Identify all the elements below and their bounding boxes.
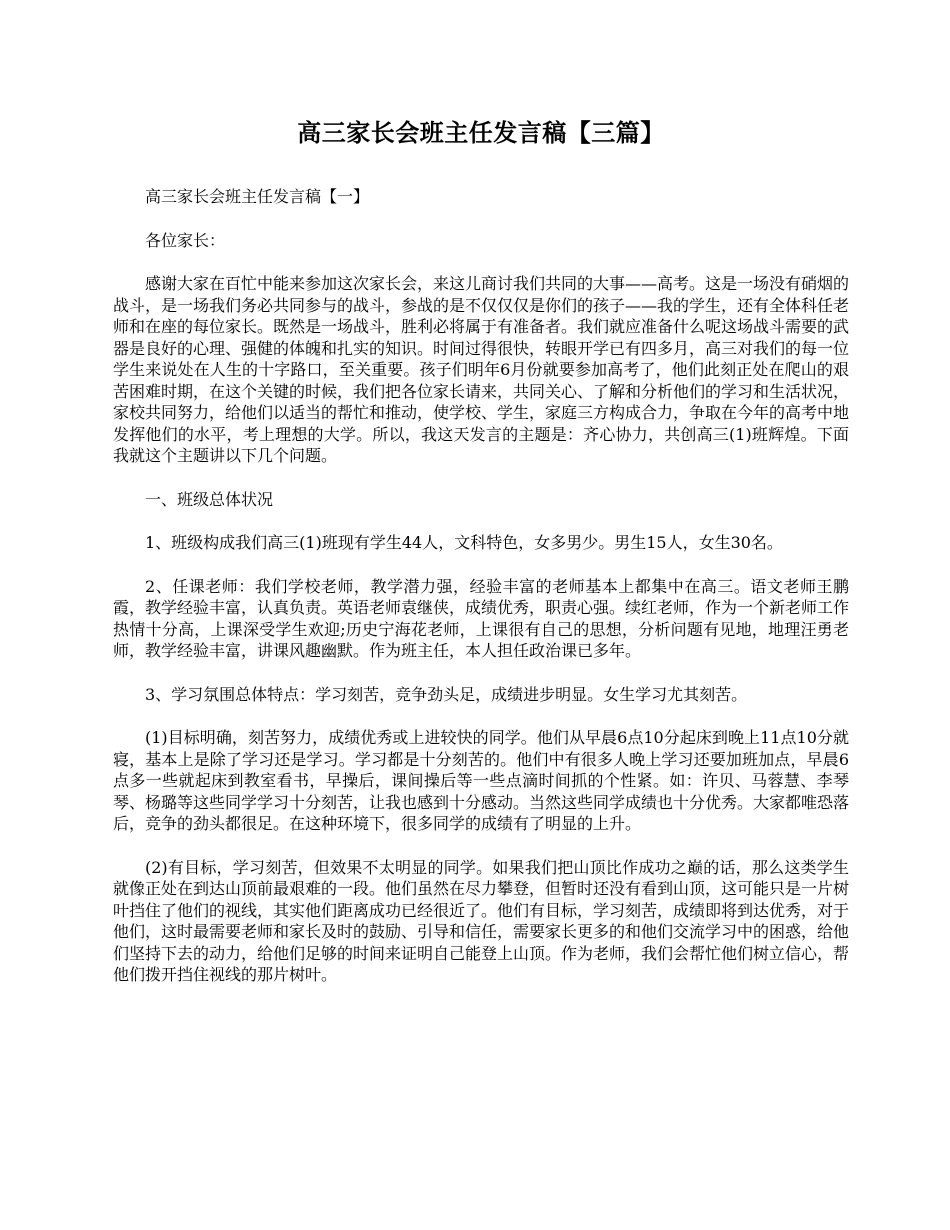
paragraph-group-one: (1)目标明确，刻苦努力，成绩优秀或上进较快的同学。他们从早晨6点10分起床到晚上11点10分就寝，基本上是除了学习还是学习。学习都是十分刻苦的。他们中有很多人晚上学习还要加班加点，早晨6点多一些就起床到教室看书，早操后，课间操后等一些点滴时间抓的个性紧。如：许贝、马蓉慧、李琴琴、杨璐等这些同学学习十分刻苦，让我也感到十分感动。当然这些同学成绩也十分优秀。大家都唯恐落后，竞争的劲头都很足。在这种环境下，很多同学的成绩有了明显的上升。: [113, 728, 850, 833]
paragraph-study-atmosphere: 3、学习氛围总体特点：学习刻苦，竞争劲头足，成绩进步明显。女生学习尤其刻苦。: [145, 684, 748, 704]
paragraph-teachers: 2、任课老师：我们学校老师，教学潜力强，经验丰富的老师基本上都集中在高三。语文老师王鹏霞，教学经验丰富，认真负责。英语老师袁继侠，成绩优秀，职责心强。续红老师，作为一个新老师工作热情十分高，上课深受学生欢迎;历史宁海花老师，上课很有自己的思想，分析问题有见地，地理汪勇老师，教学经验丰富，讲课风趣幽默。作为班主任，本人担任政治课已多年。: [113, 576, 850, 660]
document-title: 高三家长会班主任发言稿【三篇】: [297, 118, 665, 147]
paragraph-class-composition: 1、班级构成我们高三(1)班现有学生44人，文科特色，女多男少。男生15人，女生30名。: [145, 533, 783, 552]
intro-paragraph: 感谢大家在百忙中能来参加这次家长会，来这儿商讨我们共同的大事——高考。这是一场没有硝烟的战斗，是一场我们务必共同参与的战斗，参战的是不仅仅仅是你们的孩子——我的学生，还有全体科任老师和在座的每位家长。既然是一场战斗，胜利必将属于有准备者。我们就应准备什么呢这场战斗需要的武器是良好的心理、强健的体魄和扎实的知识。时间过得很快，转眼开学已有四多月，高三对我们的每一位学生来说处在人生的十字路口，至关重要。孩子们明年6月份就要参加高考了，他们此刻正处在爬山的艰苦困难时期，在这个关键的时候，我们把各位家长请来，共同关心、了解和分析他们的学习和生活状况，家校共同努力，给他们以适当的帮忙和推动，使学校、学生，家庭三方构成合力，争取在今年的高考中地发挥他们的水平，考上理想的大学。所以，我这天发言的主题是：齐心协力，共创高三(1)班辉煌。下面我就这个主题讲以下几个问题。: [113, 274, 850, 465]
section-heading-class-overview: 一、班级总体状况: [145, 489, 274, 509]
salutation: 各位家长：: [145, 230, 226, 250]
section-heading-one: 高三家长会班主任发言稿【一】: [145, 187, 370, 206]
document-page: [113, 118, 849, 1008]
paragraph-group-two: (2)有目标，学习刻苦，但效果不太明显的同学。如果我们把山顶比作成功之巅的话，那么这类学生就像正处在到达山顶前最艰难的一段。他们虽然在尽力攀登，但暂时还没有看到山顶，这可能只是一片树叶挡住了他们的视线，其实他们距离成功已经很近了。他们有目标，学习刻苦，成绩即将到达优秀，对于他们，这时最需要老师和家长及时的鼓励、引导和信任，需要家长更多的和他们交流学习中的困惑，给他们坚持下去的动力，给他们足够的时间来证明自己能登上山顶。作为老师，我们会帮忙他们树立信心，帮他们拨开挡住视线的那片树叶。: [113, 857, 850, 984]
